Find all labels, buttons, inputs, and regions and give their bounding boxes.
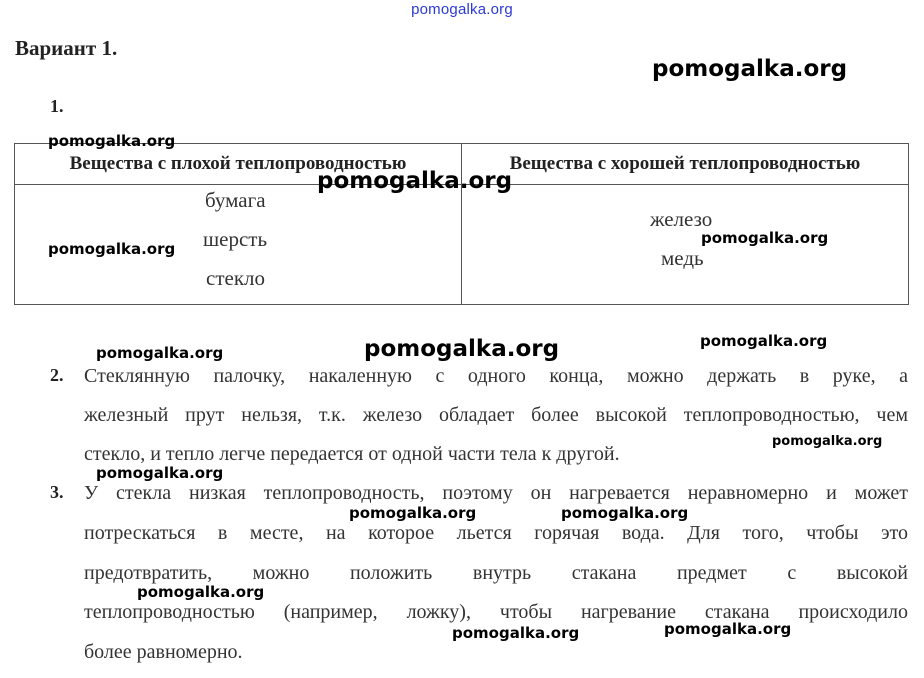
q3-line: У стекла низкая теплопроводность, поэтому он нагревается неравномерно и может <box>84 482 908 504</box>
watermark: pomogalka.org <box>349 504 477 522</box>
watermark: pomogalka.org <box>664 620 792 638</box>
watermark: pomogalka.org <box>137 583 265 601</box>
watermark: pomogalka.org <box>701 229 829 247</box>
good-conductivity-cell <box>462 185 909 305</box>
watermark: pomogalka.org <box>48 132 176 150</box>
q3-line: предотвратить, можно положить внутрь стакана предмет с высокой <box>84 562 908 584</box>
watermark: pomogalka.org <box>772 434 883 449</box>
watermark: pomogalka.org <box>96 344 224 362</box>
q2-line: стекло, и тепло легче передается от одной части тела к другой. <box>84 443 620 465</box>
watermark: pomogalka.org <box>700 332 828 350</box>
q3-line: более равномерно. <box>84 641 243 663</box>
site-watermark-top: pomogalka.org <box>411 1 513 18</box>
watermark: pomogalka.org <box>652 56 848 82</box>
variant-heading: Вариант 1. <box>15 36 118 60</box>
watermark: pomogalka.org <box>96 464 224 482</box>
watermark: pomogalka.org <box>48 240 176 258</box>
question-3-number: 3. <box>50 482 64 502</box>
poor-item-paper: бумага <box>205 188 266 212</box>
watermark: pomogalka.org <box>364 336 560 362</box>
q2-line: железный прут нельзя, т.к. железо обладает более высокой теплопроводностью, чем <box>84 404 908 426</box>
header-good-conductivity: Вещества с хорошей теплопроводностью <box>462 144 909 185</box>
question-2-number: 2. <box>50 365 64 385</box>
header-poor-conductivity: Вещества с плохой теплопроводностью <box>15 144 462 185</box>
poor-item-glass: стекло <box>206 266 266 290</box>
good-item-copper: медь <box>661 246 704 270</box>
good-item-iron: железо <box>650 207 713 231</box>
watermark: pomogalka.org <box>452 624 580 642</box>
poor-item-wool: шерсть <box>203 227 268 251</box>
q3-line: потрескаться в месте, на которое льется горячая вода. Для того, чтобы это <box>84 522 908 544</box>
watermark: pomogalka.org <box>561 504 689 522</box>
q3-line: теплопроводностью (например, ложку), чтобы нагревание стакана происходило <box>84 601 908 623</box>
question-1-number: 1. <box>50 96 64 116</box>
watermark: pomogalka.org <box>317 168 513 194</box>
q2-line: Стеклянную палочку, накаленную с одного конца, можно держать в руке, а <box>84 365 908 387</box>
